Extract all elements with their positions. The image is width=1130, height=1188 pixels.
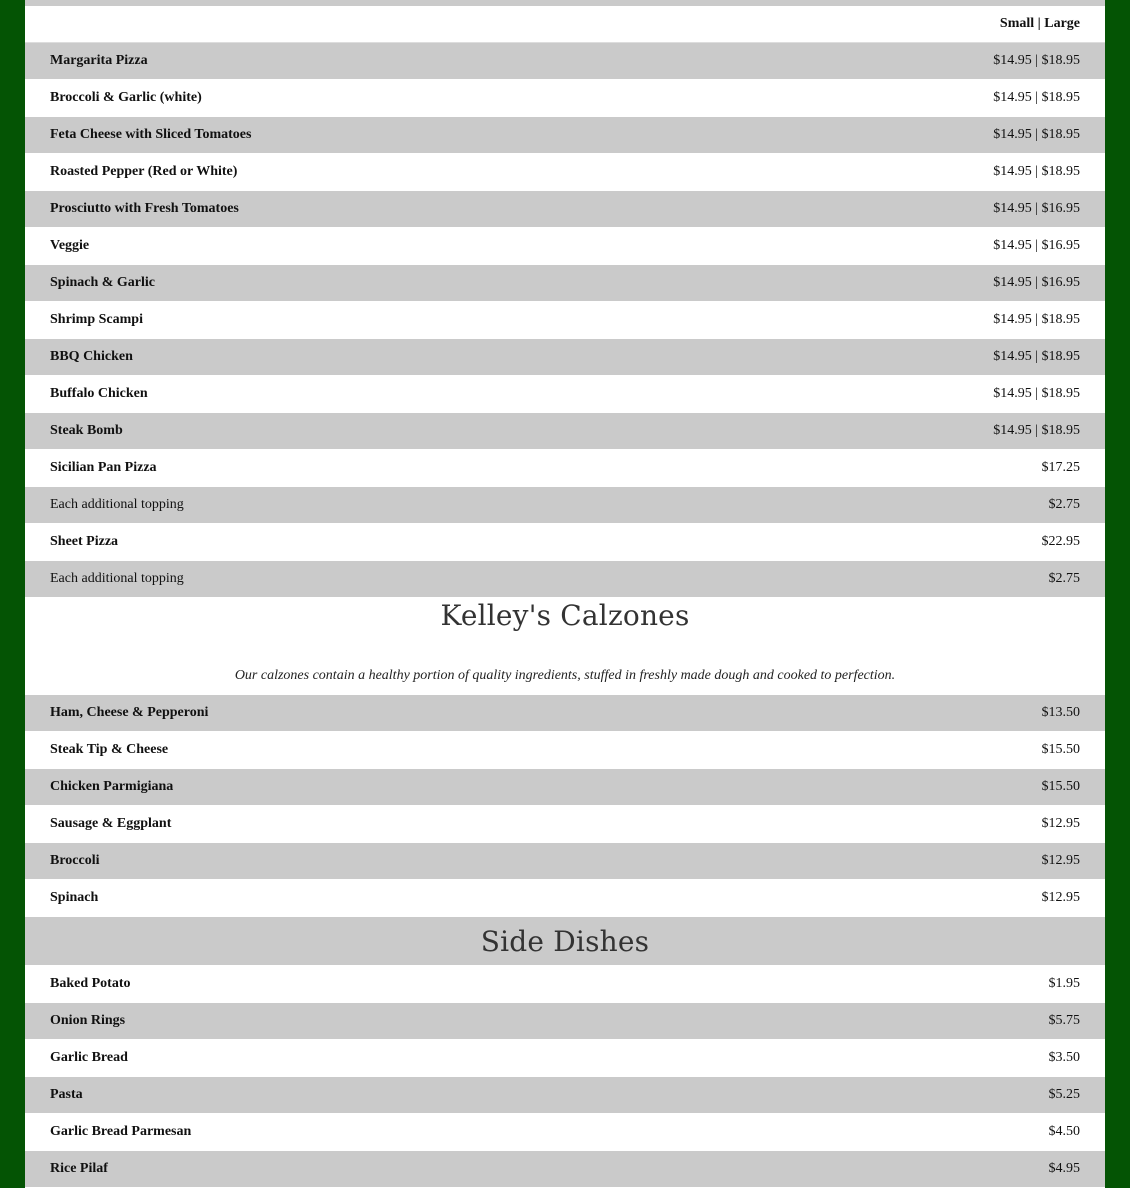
item-name: Roasted Pepper (Red or White) (50, 164, 238, 179)
item-price: $17.25 (1041, 460, 1080, 475)
item-price: $15.50 (1041, 742, 1080, 757)
item-name: BBQ Chicken (50, 349, 133, 364)
item-price: $4.95 (1048, 1161, 1080, 1176)
item-price: $14.95 | $16.95 (993, 275, 1080, 290)
item-price: $12.95 (1041, 853, 1080, 868)
item-price: $15.50 (1041, 779, 1080, 794)
menu-row (25, 339, 1105, 376)
menu-row (25, 769, 1105, 806)
item-price: $12.95 (1041, 890, 1080, 905)
item-name: Ham, Cheese & Pepperoni (50, 705, 209, 720)
item-name: Steak Tip & Cheese (50, 742, 169, 757)
item-name: Chicken Parmigiana (50, 779, 174, 794)
item-price: $14.95 | $18.95 (993, 386, 1080, 401)
side-dishes-header (25, 917, 1105, 966)
item-price: $2.75 (1048, 571, 1080, 586)
menu-row (25, 191, 1105, 228)
menu-row (25, 265, 1105, 302)
item-name: Garlic Bread (50, 1050, 128, 1065)
item-price: $14.95 | $18.95 (993, 349, 1080, 364)
item-name: Broccoli & Garlic (white) (50, 90, 202, 105)
item-price: $4.50 (1048, 1124, 1080, 1139)
menu-row (25, 43, 1105, 80)
item-name: Shrimp Scampi (50, 312, 143, 327)
item-name: Spinach (50, 890, 99, 905)
menu-row (25, 806, 1105, 843)
item-price: $22.95 (1041, 534, 1080, 549)
menu-row (25, 732, 1105, 769)
calzones-header (25, 598, 1105, 695)
item-name: Margarita Pizza (50, 53, 148, 68)
item-name: Baked Potato (50, 976, 131, 991)
item-price: $3.50 (1048, 1050, 1080, 1065)
item-price: $14.95 | $18.95 (993, 312, 1080, 327)
item-price: $1.95 (1048, 976, 1080, 991)
menu-row (25, 695, 1105, 732)
menu-row (25, 413, 1105, 450)
menu-row (25, 561, 1105, 598)
item-price: $5.75 (1048, 1013, 1080, 1028)
item-price: $2.75 (1048, 497, 1080, 512)
menu-row (25, 117, 1105, 154)
item-name: Prosciutto with Fresh Tomatoes (50, 201, 239, 216)
item-name: Sausage & Eggplant (50, 816, 172, 831)
menu-row (25, 154, 1105, 191)
menu-row (25, 80, 1105, 117)
item-name: Steak Bomb (50, 423, 123, 438)
item-name: Garlic Bread Parmesan (50, 1124, 192, 1139)
menu-row (25, 880, 1105, 917)
item-price: $14.95 | $18.95 (993, 127, 1080, 142)
item-price: $14.95 | $18.95 (993, 423, 1080, 438)
item-price: $14.95 | $18.95 (993, 164, 1080, 179)
menu-row (25, 228, 1105, 265)
item-price: $13.50 (1041, 705, 1080, 720)
menu-row (25, 302, 1105, 339)
item-name: Feta Cheese with Sliced Tomatoes (50, 127, 252, 142)
item-name: Onion Rings (50, 1013, 126, 1028)
item-name: Each additional topping (50, 497, 184, 512)
item-name: Sicilian Pan Pizza (50, 460, 157, 475)
item-name: Veggie (50, 238, 90, 253)
item-name: Each additional topping (50, 571, 184, 586)
menu-page (25, 0, 1105, 1188)
size-header-label: Small | Large (999, 16, 1080, 31)
item-price: $14.95 | $16.95 (993, 201, 1080, 216)
item-price: $5.25 (1048, 1087, 1080, 1102)
menu-row (25, 966, 1105, 1003)
menu-row (25, 1003, 1105, 1040)
menu-row (25, 1040, 1105, 1077)
item-price: $14.95 | $18.95 (993, 90, 1080, 105)
calzones-title: Kelley's Calzones (440, 599, 690, 632)
pizza-size-header (25, 6, 1105, 43)
item-name: Spinach & Garlic (50, 275, 156, 290)
menu-row (25, 524, 1105, 561)
menu-row (25, 1151, 1105, 1188)
item-name: Buffalo Chicken (50, 386, 148, 401)
side-dishes-title: Side Dishes (480, 924, 650, 958)
item-price: $12.95 (1041, 816, 1080, 831)
item-name: Broccoli (50, 853, 100, 868)
item-price: $14.95 | $16.95 (993, 238, 1080, 253)
menu-row (25, 376, 1105, 413)
calzones-description: Our calzones contain a healthy portion of quality ingredients, stuffed in freshly made dough and cooked to perfection. (234, 668, 896, 683)
item-name: Rice Pilaf (50, 1161, 108, 1176)
menu-row (25, 1114, 1105, 1151)
menu-row (25, 1077, 1105, 1114)
menu-row (25, 843, 1105, 880)
menu-row (25, 487, 1105, 524)
item-price: $14.95 | $18.95 (993, 53, 1080, 68)
menu-row (25, 450, 1105, 487)
item-name: Pasta (50, 1087, 83, 1102)
item-name: Sheet Pizza (50, 534, 119, 549)
